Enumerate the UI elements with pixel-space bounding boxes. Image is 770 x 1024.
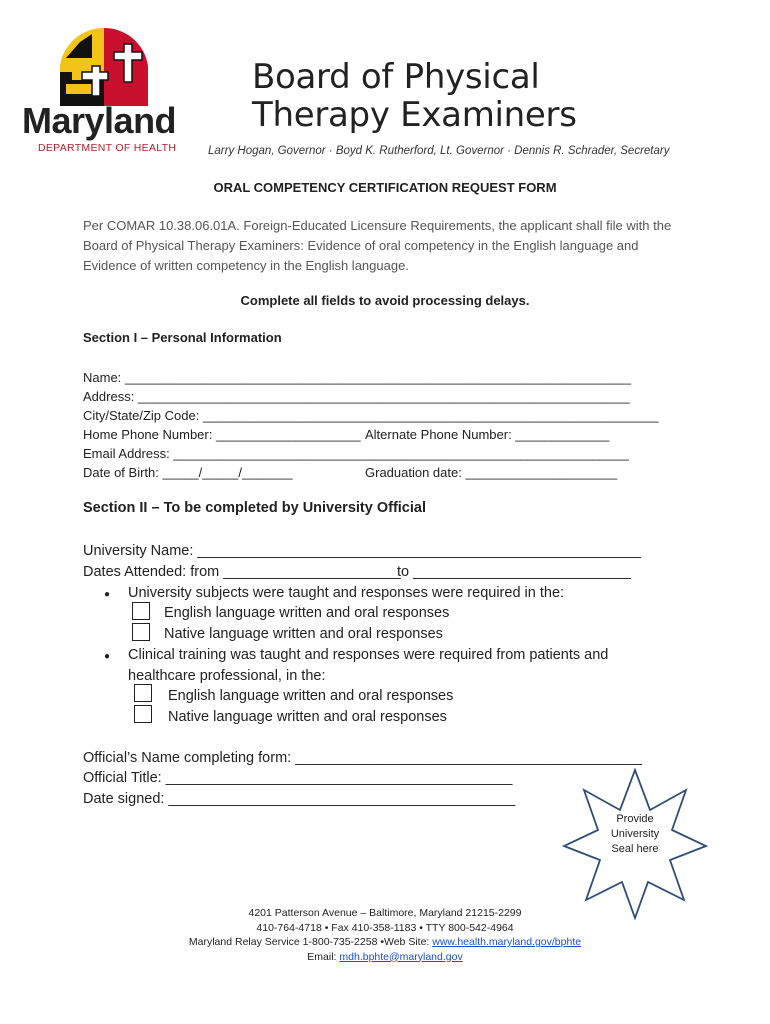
footer-phones: 410-764-4718 • Fax 410-358-1183 • TTY 800-542-4964	[256, 921, 514, 934]
bullet-clinical-training-line1: Clinical training was taught and responses were required from patients and	[128, 647, 609, 663]
processing-notice: Complete all fields to avoid processing delays.	[240, 293, 530, 308]
native-language-checkbox-2[interactable]	[134, 705, 152, 723]
address-field[interactable]: Address: ____________________________________________________________________	[83, 389, 630, 404]
official-title-field[interactable]: Official Title: ___________________________________________	[83, 770, 513, 786]
intro-paragraph: Per COMAR 10.38.06.01A. Foreign-Educated Licensure Requirements, the applicant shall file with the Board of Physical Therapy Examiners: Evidence of oral competency in the English language and Evidence of written competency in the English language.	[83, 218, 672, 273]
english-language-checkbox-1[interactable]	[132, 602, 150, 620]
footer-email-label: Email:	[307, 950, 340, 963]
footer-relay	[0, 935, 770, 950]
university-name-field[interactable]: University Name: _______________________________________________________	[83, 543, 641, 559]
logo-department: DEPARTMENT OF HEALTH	[38, 142, 177, 154]
seal-line3: Seal here	[611, 843, 659, 855]
date-signed-field[interactable]: Date signed: ___________________________________________	[83, 791, 516, 807]
board-title-line2: Therapy Examiners	[252, 95, 577, 135]
section2-heading: Section II – To be completed by University Official	[83, 500, 426, 516]
bullet-icon: ●	[104, 589, 111, 600]
bullet-clinical-training-line2: healthcare professional, in the:	[128, 668, 326, 684]
alternate-phone-field[interactable]: Alternate Phone Number: _____________	[365, 427, 610, 442]
email-link[interactable]: mdh.bphte@maryland.gov	[339, 950, 463, 963]
native-language-label-2: Native language written and oral responses	[168, 709, 447, 725]
english-language-label-1: English language written and oral responses	[164, 605, 450, 621]
footer-address: 4201 Patterson Avenue – Baltimore, Maryland 21215-2299	[248, 907, 522, 919]
email-field[interactable]: Email Address: _______________________________________________________________	[83, 446, 629, 461]
seal-placeholder-text	[562, 812, 708, 857]
date-of-birth-field[interactable]: Date of Birth: _____/_____/_______	[83, 465, 293, 480]
website-link[interactable]: www.health.maryland.gov/bphte	[432, 936, 582, 948]
dates-from-field[interactable]: Dates Attended: from ______________________	[83, 564, 401, 580]
officials-line: Larry Hogan, Governor · Boyd K. Rutherford, Lt. Governor · Dennis R. Schrader, Secretary	[208, 145, 670, 157]
section1-heading: Section I – Personal Information	[83, 330, 282, 345]
board-title-line1: Board of Physical	[252, 57, 540, 97]
dates-to-field[interactable]: to ___________________________	[397, 564, 631, 580]
board-title	[252, 58, 577, 134]
english-language-checkbox-2[interactable]	[134, 684, 152, 702]
form-title: ORAL COMPETENCY CERTIFICATION REQUEST FORM	[213, 180, 557, 195]
city-state-zip-field[interactable]: City/State/Zip Code: _______________________________________________________________	[83, 408, 659, 423]
maryland-flag-logo-icon	[52, 28, 156, 108]
bullet-university-subjects: University subjects were taught and responses were required in the:	[128, 585, 565, 601]
official-name-field[interactable]: Official’s Name completing form: ___________________________________________	[83, 750, 642, 766]
home-phone-field[interactable]: Home Phone Number: ____________________	[83, 427, 361, 442]
footer-email	[0, 950, 770, 965]
bullet-icon: ●	[104, 651, 111, 662]
name-field[interactable]: Name: ______________________________________________________________________	[83, 370, 631, 385]
english-language-label-2: English language written and oral responses	[168, 688, 454, 704]
native-language-label-1: Native language written and oral responses	[164, 626, 443, 642]
seal-line2: University	[610, 828, 660, 840]
footer-relay-text: Maryland Relay Service 1-800-735-2258 •Web Site:	[188, 936, 433, 948]
native-language-checkbox-1[interactable]	[132, 623, 150, 641]
footer	[0, 906, 770, 964]
logo-wordmark: Maryland	[22, 100, 177, 141]
seal-line1: Provide	[616, 813, 654, 825]
graduation-date-field[interactable]: Graduation date: _____________________	[365, 465, 618, 480]
